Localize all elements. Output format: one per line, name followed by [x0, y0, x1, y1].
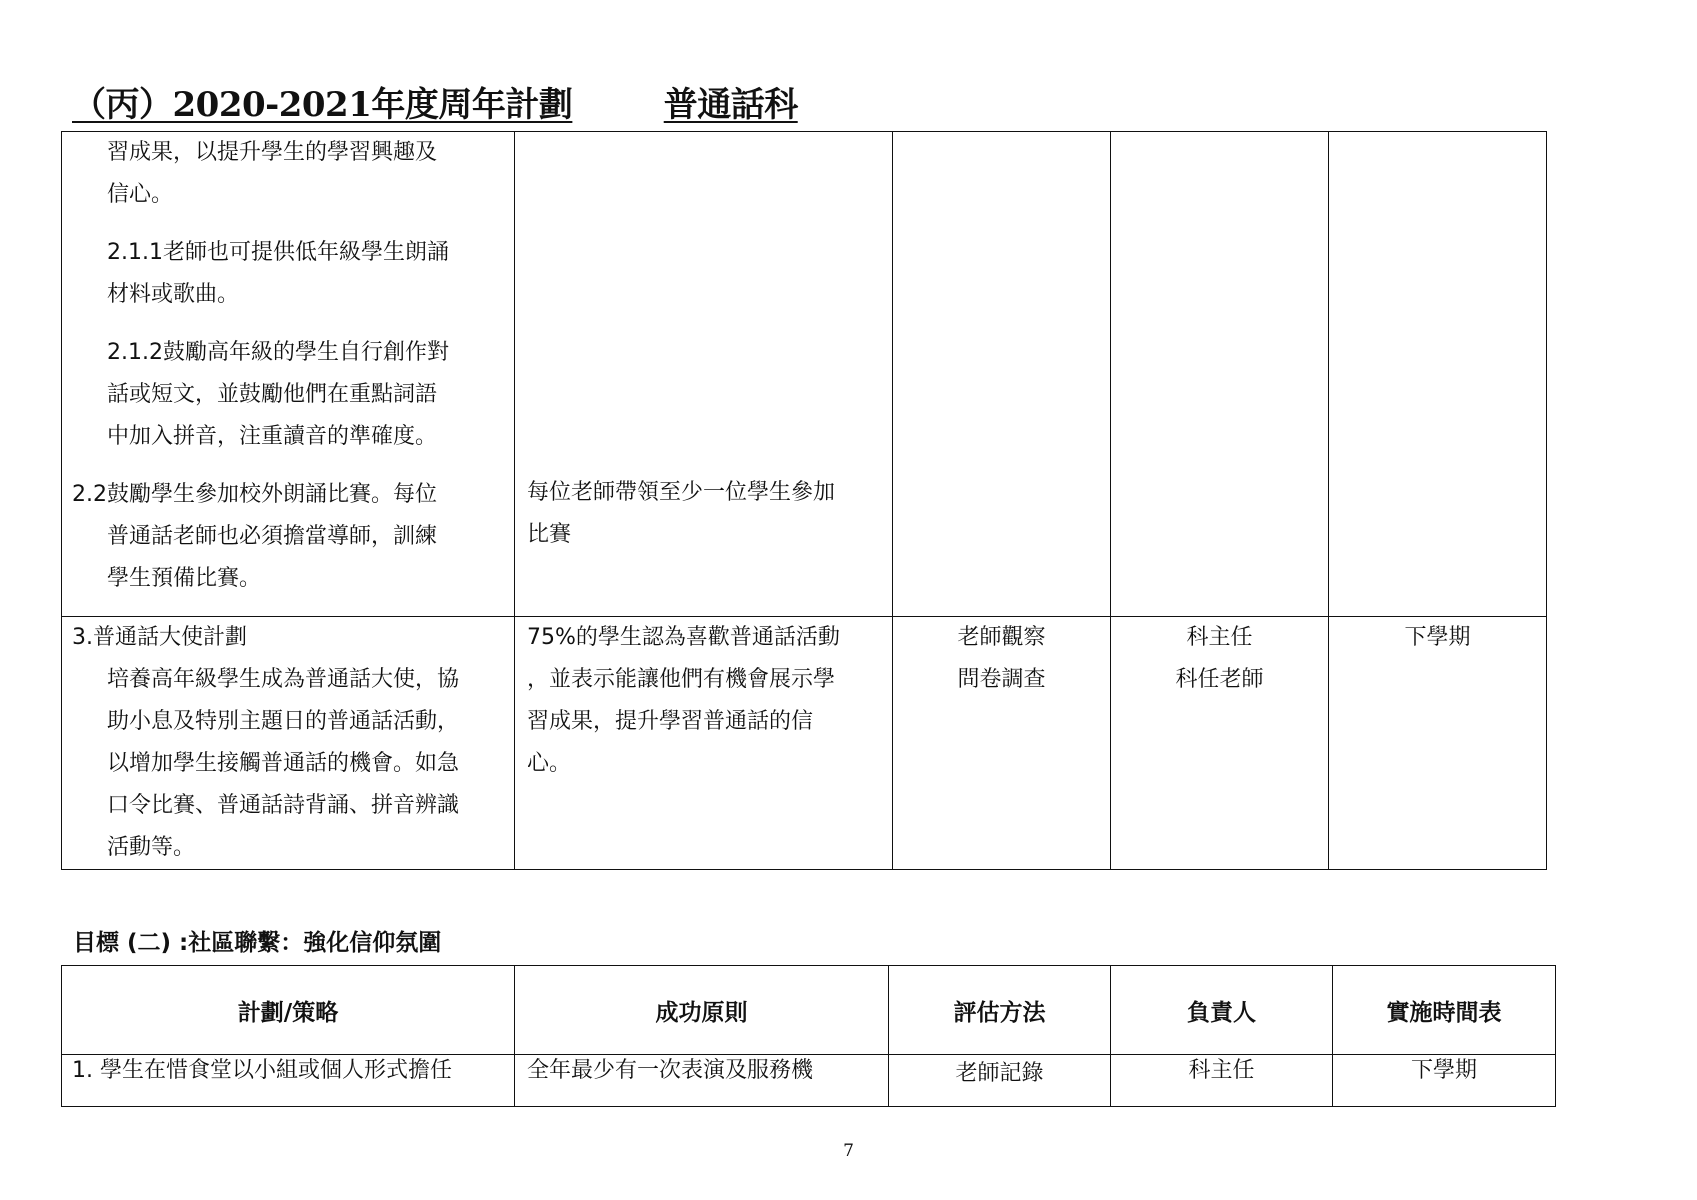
plan-title: （丙）2020-2021年度周年計劃	[72, 85, 573, 125]
strategy-title: 3.普通話大使計劃	[72, 625, 247, 650]
strategy-item-2-2	[62, 474, 514, 600]
schedule-cell	[1329, 617, 1547, 870]
text-line: 2.1.1老師也可提供低年級學生朗誦	[107, 240, 449, 265]
table-header-row	[62, 966, 1556, 1055]
text-line: 下學期	[1404, 625, 1471, 650]
table-row	[62, 132, 1547, 617]
text-line: 助小息及特別主題日的普通話活動，	[107, 709, 460, 734]
schedule-cell: 下學期	[1333, 1055, 1556, 1107]
text-line: 材料或歌曲。	[107, 282, 240, 307]
strategy-cell	[62, 132, 515, 617]
text-line: 中加入拼音，注重讀音的準確度。	[107, 424, 438, 449]
text-line: 科任老師	[1175, 667, 1264, 692]
text-line: 話或短文，並鼓勵他們在重點詞語	[107, 382, 438, 407]
plan-table-goal1-continued	[61, 131, 1547, 870]
text-line: 2.1.2鼓勵高年級的學生自行創作對	[107, 340, 449, 365]
text-line: 普通話老師也必須擔當導師，訓練	[107, 524, 438, 549]
strategy-cell	[62, 617, 515, 870]
text-line: ，並表示能讓他們有機會展示學	[527, 667, 836, 692]
page-number: 7	[843, 1141, 854, 1161]
evaluation-cell	[893, 132, 1111, 617]
header-person-in-charge: 負責人	[1111, 966, 1333, 1055]
text-line: 心。	[527, 751, 572, 776]
text-line: 口令比賽、普通話詩背誦、拼音辨識	[107, 793, 460, 818]
text-line: 培養高年級學生成為普通話大使，協	[107, 667, 460, 692]
text-line: 科主任	[1186, 625, 1253, 650]
success-criteria-cell	[515, 617, 893, 870]
text-line: 老師觀察	[957, 625, 1046, 650]
text-line: 習成果，提升學習普通話的信	[527, 709, 814, 734]
goal-2-heading: 目標 (二) :社區聯繫：強化信仰氛圍	[73, 930, 442, 956]
text-line: 習成果，以提升學生的學習興趣及	[107, 140, 438, 165]
person-in-charge-cell: 科主任	[1111, 1055, 1333, 1107]
strategy-item-2-1-1	[62, 232, 514, 316]
person-in-charge-cell	[1111, 617, 1329, 870]
header-schedule: 實施時間表	[1333, 966, 1556, 1055]
text-line: 信心。	[107, 182, 174, 207]
subject-title: 普通話科	[663, 85, 798, 125]
header-success-criteria: 成功原則	[515, 966, 889, 1055]
header-evaluation: 評估方法	[889, 966, 1111, 1055]
text-line: 每位老師帶領至少一位學生參加	[527, 480, 836, 505]
text-line: 活動等。	[107, 835, 196, 860]
strategy-item-2-1-2	[62, 332, 514, 458]
table-row	[62, 1055, 1556, 1107]
text-line: 以增加學生接觸普通話的機會。如急	[107, 751, 460, 776]
text-line: 問卷調查	[957, 667, 1046, 692]
text-line: 鼓勵學生參加校外朗誦比賽。每位	[107, 482, 438, 507]
header-strategy: 計劃/策略	[62, 966, 515, 1055]
success-criteria-cell	[515, 132, 893, 617]
strategy-continuation	[62, 132, 514, 216]
schedule-cell	[1329, 132, 1547, 617]
evaluation-cell	[893, 617, 1111, 870]
page-title	[72, 82, 798, 128]
strategy-cell: 1. 學生在惜食堂以小組或個人形式擔任	[62, 1055, 515, 1107]
text-line: 學生預備比賽。	[107, 566, 262, 591]
item-number: 2.2	[72, 482, 107, 507]
evaluation-cell: 老師記錄	[889, 1055, 1111, 1107]
success-criteria-cell: 全年最少有一次表演及服務機	[515, 1055, 889, 1107]
person-in-charge-cell	[1111, 132, 1329, 617]
plan-table-goal2	[61, 965, 1556, 1107]
text-line: 比賽	[527, 522, 572, 547]
text-line: 75%的學生認為喜歡普通話活動	[527, 625, 840, 650]
table-row	[62, 617, 1547, 870]
